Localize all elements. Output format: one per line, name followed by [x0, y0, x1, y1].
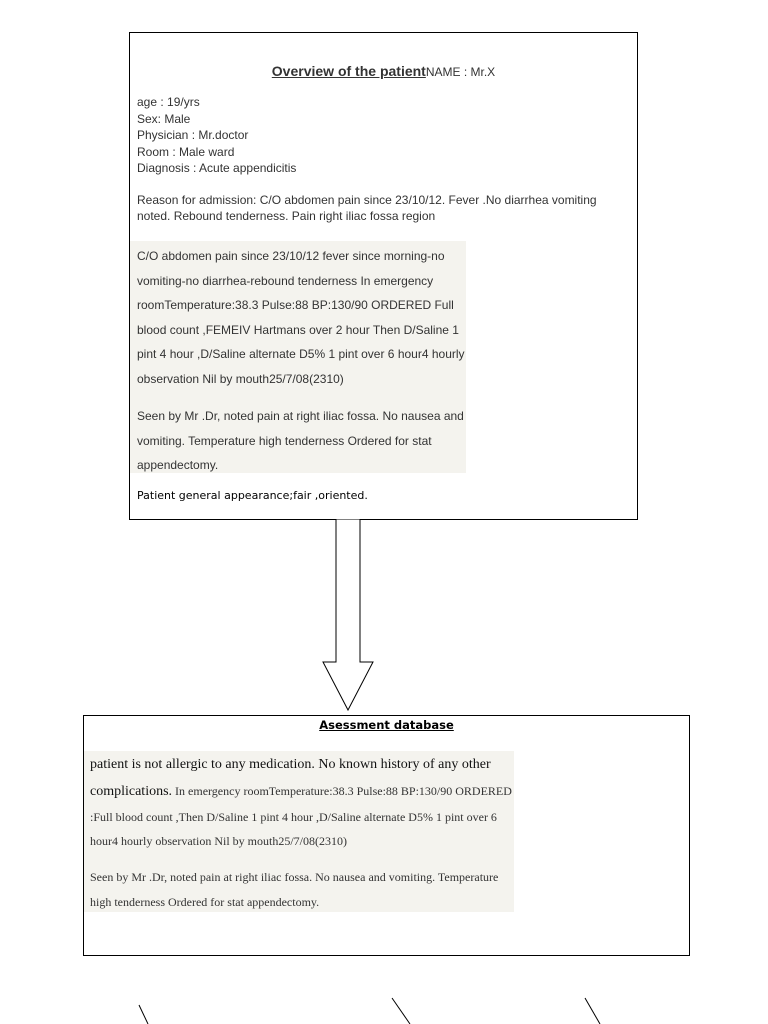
info-room: Room : Male ward: [137, 144, 235, 159]
connector-line-left: [139, 1005, 148, 1024]
connector-lines: [0, 990, 768, 1024]
overview-title: Overview of the patient: [271, 63, 426, 79]
admission-reason: Reason for admission: C/O abdomen pain since 23/10/12. Fever .No diarrhea vomiting noted. Rebound tenderness. Pain right iliac fossa region: [137, 193, 597, 223]
clinical-notes-1: C/O abdomen pain since 23/10/12 fever since morning-no vomiting-no diarrhea-rebound tenderness In emergency roomTemperature:38.3 Pulse:88 BP:130/90 ORDERED Full blood count ,FEMEIV Hartmans over 2 hour Then D/Saline 1 pint 4 hour ,D/Saline alternate D5% 1 pint over 6 hour4 hourly observation Nil by mouth25/7/08(2310): [137, 249, 465, 386]
assessment-notes-2: Seen by Mr .Dr, noted pain at right iliac fossa. No nausea and vomiting. Temperature high tenderness Ordered for stat appendectomy.: [90, 870, 499, 909]
assessment-orders: In emergency roomTemperature:38.3 Pulse:88 BP:130/90 ORDERED :Full blood count ,Then D/Saline 1 pint 4 hour ,D/Saline alternate D5% 1 pint over 6 hour4 hourly observation Nil by mouth25/7/08(2310): [90, 784, 512, 848]
complications-label: complications.: [90, 784, 173, 799]
connector-line-right: [585, 998, 600, 1024]
assessment-database-box: [83, 715, 690, 956]
patient-name: NAME : Mr.X: [425, 65, 496, 79]
info-age: age : 19/yrs: [137, 95, 200, 109]
allergy-history: patient is not allergic to any medication. No known history of any other: [90, 757, 491, 772]
info-physician: Physician : Mr.doctor: [137, 128, 249, 143]
overview-title-line: [130, 63, 637, 79]
assessment-title: Asessment database: [319, 718, 454, 732]
clinical-notes-panel: [130, 241, 466, 473]
down-arrow-icon: [320, 519, 376, 714]
connector-line-middle: [392, 998, 410, 1024]
general-appearance: Patient general appearance;fair ,oriented.: [137, 489, 368, 502]
patient-overview-box: [129, 32, 638, 520]
info-diagnosis: Diagnosis : Acute appendicitis: [137, 161, 297, 176]
clinical-notes-2: Seen by Mr .Dr, noted pain at right iliac fossa. No nausea and vomiting. Temperature high tenderness Ordered for stat appendectomy.: [137, 409, 464, 473]
assessment-notes-1: [90, 779, 512, 854]
info-sex: Sex: Male: [137, 111, 191, 126]
assessment-notes-panel: [84, 751, 514, 912]
patient-info: [137, 94, 296, 177]
